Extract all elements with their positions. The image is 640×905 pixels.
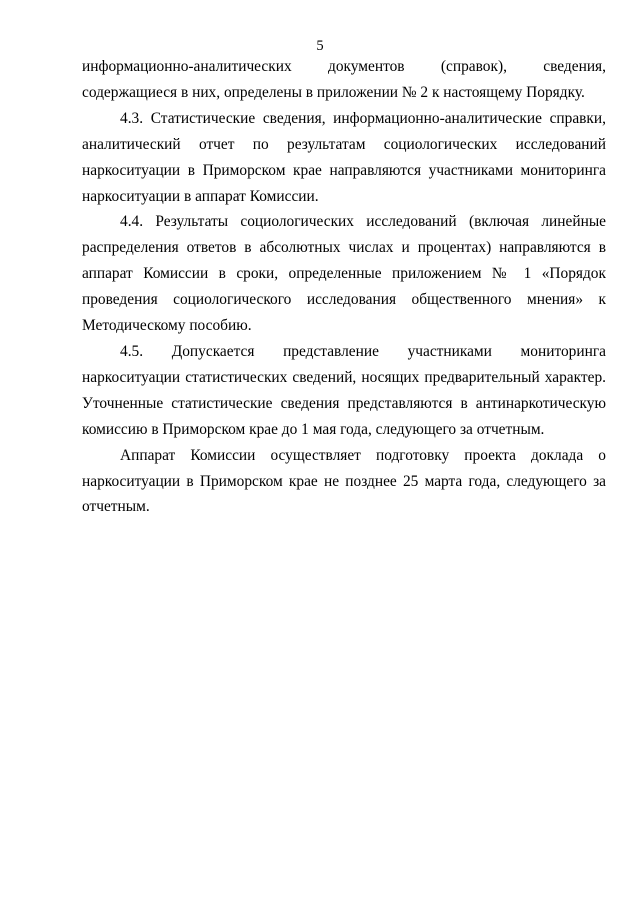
paragraph-4-4: 4.4. Результаты социологических исследований (включая линейные распределения ответов в абсолютных числах и процентах) направляются в аппарат Комиссии в сроки, определенные приложением № 1 «Порядок проведения социологического исследования общественного мнения» к Методическому пособию. [82,213,606,335]
paragraph-final: Аппарат Комиссии осуществляет подготовку проекта доклада о наркоситуации в Приморском крае не позднее 25 марта года, следующего за отчетным. [82,446,606,516]
paragraph-4-5: 4.5. Допускается представление участниками мониторинга наркоситуации статистических сведений, носящих предварительный характер. Уточненные статистические сведения представляются в антинаркотическую комиссию в Приморском крае до 1 мая года, следующего за отчетным. [82,342,606,438]
paragraph-continuation: информационно-аналитических документов (справок), сведения, содержащиеся в них, определены в приложении № 2 к настоящему Порядку. [82,58,606,101]
document-body [82,54,606,520]
page-number: 5 [316,38,324,54]
paragraph-4-3: 4.3. Статистические сведения, информационно-аналитические справки, аналитический отчет по результатам социологических исследований наркоситуации в Приморском крае направляются участниками мониторинга наркоситуации в аппарат Комиссии. [82,109,606,205]
